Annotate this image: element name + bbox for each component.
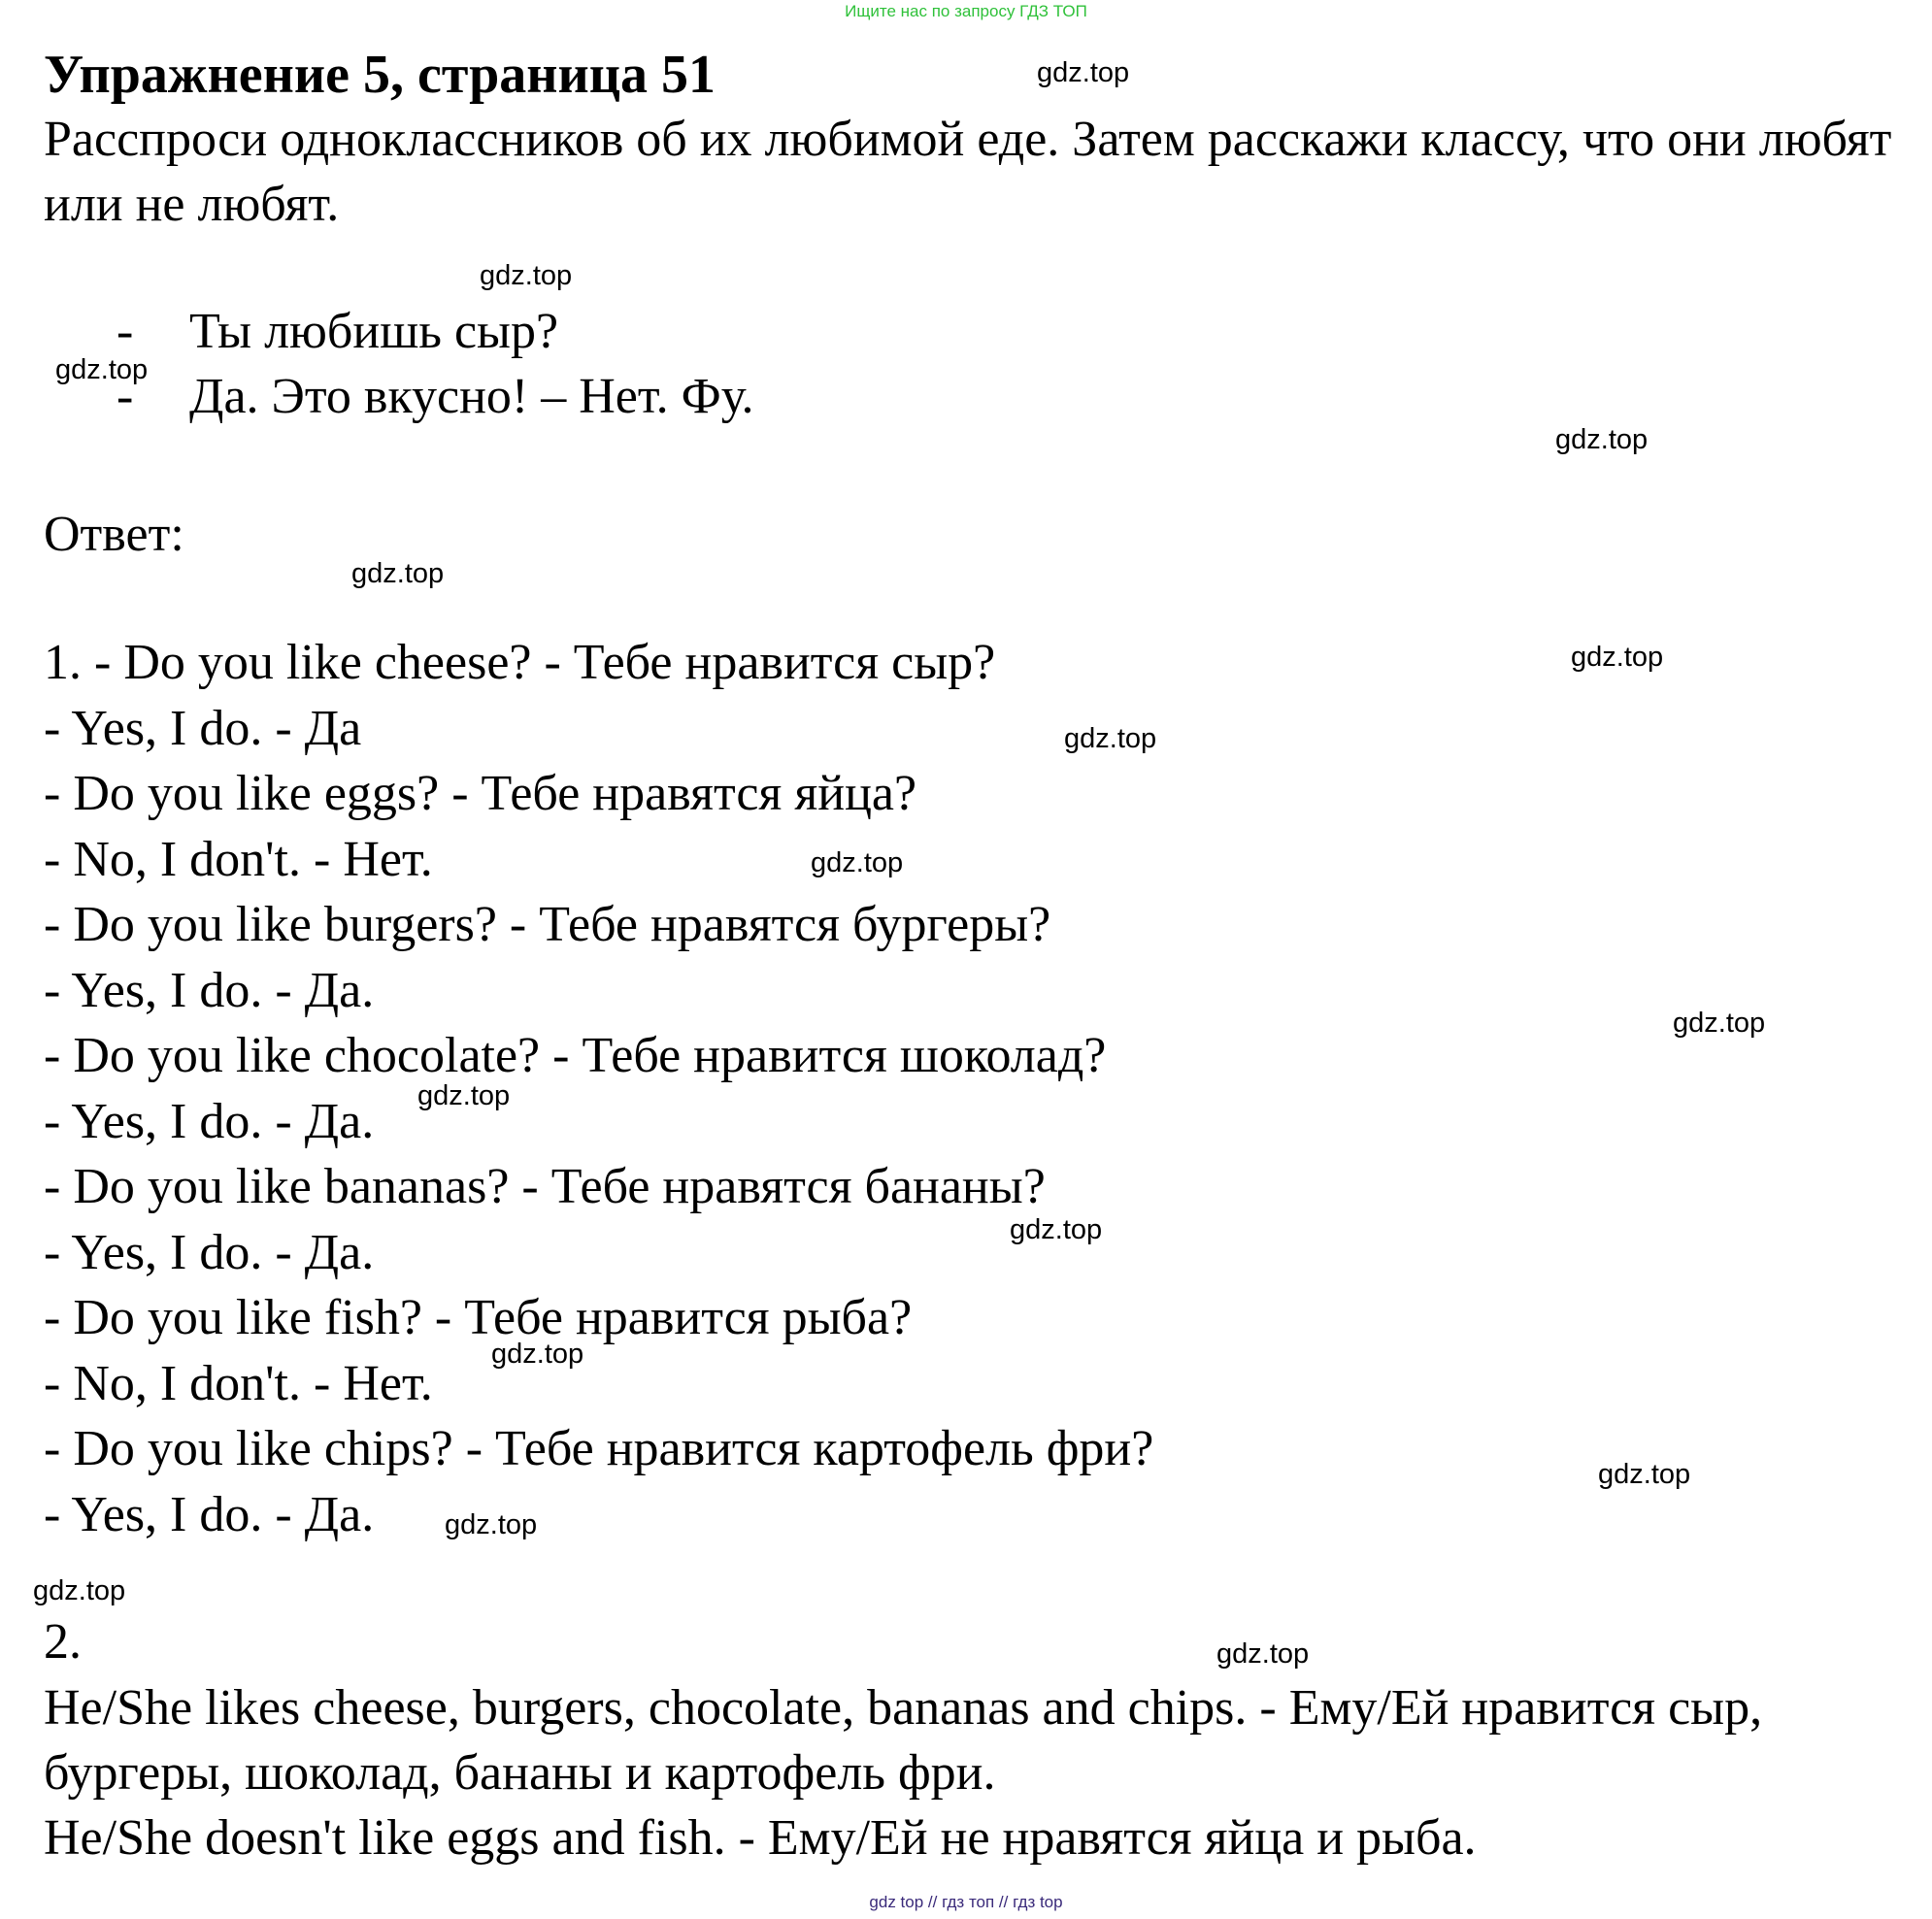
dialogue-line: 1. - Do you like cheese? - Тебе нравится сыр? — [44, 635, 996, 690]
example-bullet: - — [117, 304, 134, 359]
watermark: gdz.top — [351, 558, 445, 589]
watermark: gdz.top — [445, 1509, 538, 1540]
dialogue-line: - Yes, I do. - Да. — [44, 1224, 375, 1280]
watermark: gdz.top — [480, 260, 573, 291]
watermark: gdz.top — [811, 847, 904, 878]
dialogue-line: - No, I don't. - Нет. — [44, 831, 433, 887]
dialogue-line: - Yes, I do. - Да. — [44, 1486, 375, 1542]
dialogue-line: - Do you like fish? - Тебе нравится рыба? — [44, 1290, 913, 1345]
dialogue-list — [44, 630, 1888, 1547]
watermark: gdz.top — [1673, 1008, 1766, 1039]
watermark: gdz.top — [1598, 1459, 1691, 1490]
watermark: gdz.top — [417, 1080, 511, 1111]
watermark: gdz.top — [1010, 1214, 1103, 1245]
dialogue-line: - Do you like eggs? - Тебе нравятся яйца? — [44, 766, 917, 821]
watermark: gdz.top — [1216, 1638, 1310, 1670]
part2-number: 2. — [44, 1614, 82, 1670]
summary-dislikes: He/She doesn't like eggs and fish. - Ему/Ей не нравятся яйца и рыба. — [44, 1810, 1477, 1866]
watermark: gdz.top — [491, 1339, 584, 1370]
top-banner: Ищите нас по запросу ГДЗ ТОП — [845, 2, 1087, 20]
answer-label: Ответ: — [44, 507, 184, 562]
watermark: gdz.top — [55, 354, 149, 385]
watermark: gdz.top — [1555, 424, 1649, 455]
dialogue-line: - Yes, I do. - Да — [44, 700, 362, 756]
dialogue-line: - Yes, I do. - Да. — [44, 1093, 375, 1149]
dialogue-line: - Do you like burgers? - Тебе нравятся бургеры? — [44, 897, 1051, 952]
dialogue-line: - No, I don't. - Нет. — [44, 1355, 433, 1411]
example-question: Ты любишь сыр? — [189, 304, 559, 359]
watermark: gdz.top — [1064, 723, 1157, 754]
example-bullet: - — [117, 369, 134, 424]
summary-likes: He/She likes cheese, burgers, chocolate, bananas and chips. - Ему/Ей нравится сыр, бургеры, шоколад, бананы и картофель фри. — [44, 1680, 1763, 1801]
watermark: gdz.top — [1037, 57, 1130, 88]
watermark: gdz.top — [1571, 642, 1664, 673]
task-text: Расспроси одноклассников об их любимой еде. Затем расскажи классу, что они любят или не любят. — [44, 112, 1892, 232]
dialogue-line: - Do you like bananas? - Тебе нравятся бананы? — [44, 1159, 1046, 1214]
dialogue-line: - Do you like chips? - Тебе нравится картофель фри? — [44, 1421, 1154, 1476]
dialogue-line: - Yes, I do. - Да. — [44, 962, 375, 1018]
example-answer: Да. Это вкусно! – Нет. Фу. — [189, 369, 754, 424]
page-title: Упражнение 5, страница 51 — [44, 45, 716, 105]
dialogue-line: - Do you like chocolate? - Тебе нравится шоколад? — [44, 1028, 1107, 1083]
watermark: gdz.top — [33, 1575, 126, 1606]
summary — [44, 1675, 1908, 1870]
footer: gdz top // гдз топ // гдз top — [869, 1893, 1063, 1911]
